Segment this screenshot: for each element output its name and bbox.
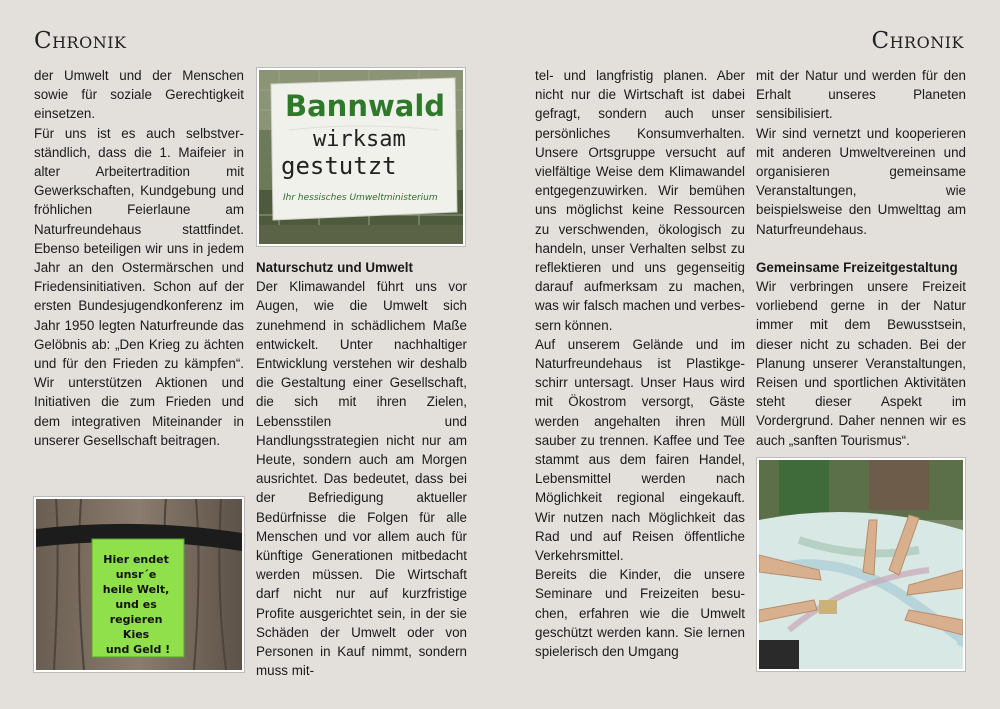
- left-column-1: [34, 66, 244, 450]
- section-heading-freizeit: Gemeinsame Freizeitgestaltung: [756, 259, 958, 275]
- paragraph: tel- und langfristig planen. Aber nicht nur die Wirtschaft ist dabei gefragt, sondern auch unser persönliches Konsumverhalten. Unsere Ortsgruppe versucht auf vielfältige Weise dem Klimawandel entgegenzuwirken. Wir bemühen uns möglichst keine Ressourcen zu verschwenden, ökologisch zu handeln, unser Verhalten selbst zu reflektieren und uns gegenseitig darauf aufmerksam zu machen, was wir falsch machen und verbessern können.: [535, 68, 745, 333]
- sign-line: unsr´e: [115, 568, 157, 581]
- paragraph: Bereits die Kinder, die unsere Seminare und Freizeiten besuchen, erfahren wie die Umwelt geschützt werden kann. Sie lernen spielerisch den Umgang: [535, 567, 745, 660]
- left-column-2: [256, 258, 467, 680]
- right-column-1: [535, 66, 745, 661]
- right-column-2: [756, 66, 966, 450]
- page-header-right: Chronik: [871, 28, 964, 54]
- sign-line: Kies: [122, 628, 150, 641]
- paragraph: Wir sind vernetzt und kooperieren mit anderen Umweltvereinen und organisieren gemeinsame Veranstaltungen, wie beispielsweise den Umwelttag am Naturfreundehaus.: [756, 125, 966, 237]
- paragraph: der Umwelt und der Menschen sowie für soziale Gerechtigkeit einsetzen.: [34, 68, 244, 122]
- tree-sign-photo: [34, 497, 244, 672]
- paragraph: Der Klimawandel führt uns vor Augen, wie die Umwelt sich zunehmend in schädlichem Maße entwickelt. Unter nachhaltiger Entwicklung verstehen wir deshalb die Gestaltung einer Gesellschaft, die sich mit ihren Zielen, Lebensstilen und Handlungsstrategien nicht nur am Heute, sondern auch am Morgen ausrichtet. Das bedeutet, dass bei der Befriedigung aktueller Bedürfnisse die Folgen für alle Menschen und vor allem auch für künftige Generationen mitbedacht werden müssen. Die Wirtschaft darf nicht nur auf kurzfristige Profite ausgerichtet sein, in der sie Schäden der Umwelt oder von Personen in Kauf nimmt, sondern muss mit-: [256, 279, 467, 679]
- sign-line: regieren: [109, 613, 163, 626]
- sign-line: heile Welt,: [102, 583, 170, 596]
- sign-line: und Geld !: [105, 643, 171, 656]
- sign-line: Hier endet: [103, 553, 169, 566]
- page-header-left: Chronik: [34, 28, 127, 54]
- banner-line-gestutzt: gestutzt: [281, 152, 397, 180]
- paragraph: Auf unserem Gelände und im Naturfreundehaus ist Plastikgeschirr untersagt. Unser Haus wird mit Ökostrom versorgt, Gäste werden angehalten ihren Müll sauber zu trennen. Kaffee und Tee stammt aus dem fairen Handel, Lebensmittel werden nach Möglichkeit regional eingekauft. Wir nutzen nach Möglichkeit das Rad und auf Reisen öffentliche Verkehrsmittel.: [535, 336, 745, 564]
- section-heading-naturschutz: Naturschutz und Umwelt: [256, 260, 413, 275]
- banner-line-wirksam: wirksam: [313, 127, 406, 152]
- hands-painting-photo: [757, 458, 965, 671]
- paragraph: Für uns ist es auch selbstverständlich, dass die 1. Maifeier in alter Arbeitertradition mit Gewerkschaften, Kundgebung und fröhlichen Feierlaune am Naturfreundehaus stattfindet. Ebenso beteiligen wir uns in jedem Jahr an den Ostermärschen und Friedensinitiativen. Schon auf der ersten Bundesjugendkonferenz im Jahr 1950 legten Naturfreunde das Gelöbnis ab: „Den Krieg zu ächten und für den Frieden zu kämpfen“. Wir unterstützen Aktionen und Initiativen die zum Frieden und dem integrativen Miteinander in unserer Gesellschaft beitragen.: [34, 125, 244, 448]
- banner-line-ministerium: Ihr hessisches Umweltministerium: [283, 193, 438, 203]
- banner-line-bannwald: Bannwald: [285, 89, 446, 123]
- sign-line: und es: [115, 598, 157, 611]
- paragraph: mit der Natur und werden für den Erhalt unseres Planeten sensibilisiert.: [756, 68, 966, 122]
- paragraph: Wir verbringen unsere Freizeit vorliebend gerne in der Natur immer mit dem Bewusstsein, dieser nicht zu schaden. Bei der Planung unserer Veranstaltungen, Reisen und sportlichen Aktivitäten steht dieser Aspekt im Vordergrund. Daher nennen wir es auch „sanften Tourismus“.: [756, 279, 966, 448]
- bannwald-banner-photo: [257, 68, 465, 246]
